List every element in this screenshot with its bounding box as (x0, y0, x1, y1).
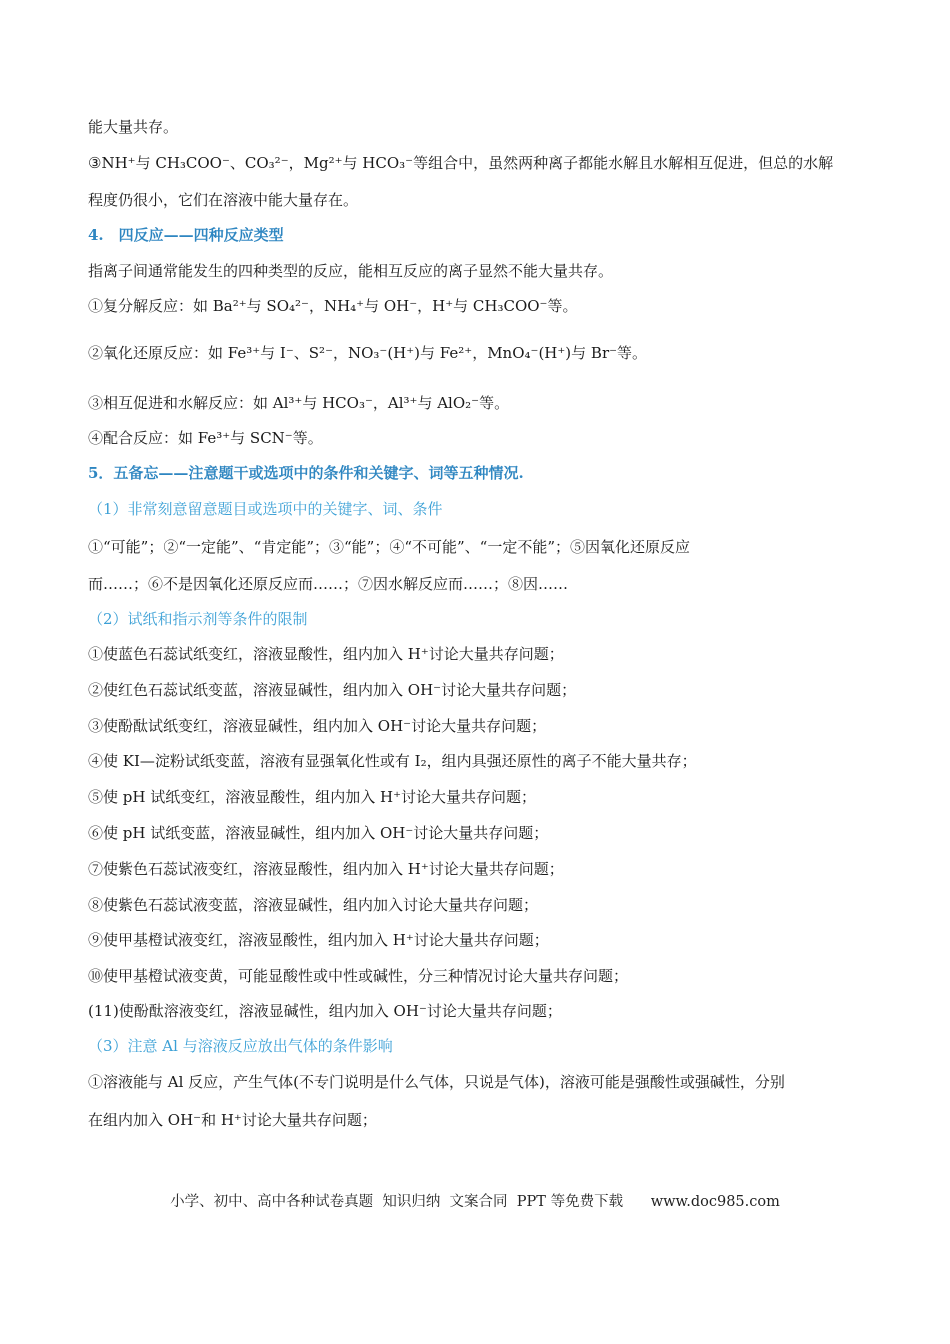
text-line: ①溶液能与 Al 反应，产生气体(不专门说明是什么气体，只说是气体)，溶液可能是强酸性或强碱性，分别 (88, 1073, 785, 1091)
text-line: ④使 KI—淀粉试纸变蓝，溶液有显强氧化性或有 I₂，组内具强还原性的离子不能大量共存； (88, 752, 697, 770)
text-line: ③相互促进和水解反应：如 Al³⁺与 HCO₃⁻，Al³⁺与 AlO₂⁻等。 (88, 394, 510, 412)
text-line: ③使酚酞试纸变红，溶液显碱性，组内加入 OH⁻讨论大量共存问题； (88, 717, 547, 735)
text-line: ②氧化还原反应：如 Fe³⁺与 I⁻、S²⁻，NO₃⁻(H⁺)与 Fe²⁺，MnO₄⁻(H⁺)与 Br⁻等。 (88, 344, 648, 362)
subsection-heading: （1）非常刻意留意题目或选项中的关键字、词、条件 (88, 500, 443, 518)
text-line: ⑦使紫色石蕊试液变红，溶液显酸性，组内加入 H⁺讨论大量共存问题； (88, 860, 564, 878)
text-line: ⑤使 pH 试纸变红，溶液显酸性，组内加入 H⁺讨论大量共存问题； (88, 788, 536, 806)
text-line: 程度仍很小，它们在溶液中能大量存在。 (88, 191, 359, 209)
text-line: ③NH⁺与 CH₃COO⁻、CO₃²⁻，Mg²⁺与 HCO₃⁻等组合中，虽然两种离子都能水解且水解相互促进，但总的水解 (88, 154, 834, 172)
page-footer: 小学、初中、高中各种试卷真题 知识归纳 文案合同 PPT 等免费下载 www.doc985.com (170, 1194, 780, 1210)
text-line: ①复分解反应：如 Ba²⁺与 SO₄²⁻，NH₄⁺与 OH⁻，H⁺与 CH₃COO⁻等。 (88, 297, 578, 315)
section-heading: 5．五备忘——注意题干或选项中的条件和关键字、词等五种情况. (88, 464, 524, 482)
subsection-heading: （3）注意 Al 与溶液反应放出气体的条件影响 (88, 1037, 393, 1055)
text-line: ⑧使紫色石蕊试液变蓝，溶液显碱性，组内加入讨论大量共存问题； (88, 896, 539, 914)
subsection-heading: （2）试纸和指示剂等条件的限制 (88, 610, 308, 628)
text-line: 能大量共存。 (88, 118, 179, 136)
text-line: ①“可能”；②“一定能”、“肯定能”；③“能”；④“不可能”、“一定不能”；⑤因氧化还原反应 (88, 538, 691, 556)
text-line: ⑩使甲基橙试液变黄，可能显酸性或中性或碱性，分三种情况讨论大量共存问题； (88, 967, 629, 985)
text-line: ⑨使甲基橙试液变红，溶液显酸性，组内加入 H⁺讨论大量共存问题； (88, 931, 549, 949)
text-line: ⑥使 pH 试纸变蓝，溶液显碱性，组内加入 OH⁻讨论大量共存问题； (88, 824, 549, 842)
text-line: (11)使酚酞溶液变红，溶液显碱性，组内加入 OH⁻讨论大量共存问题； (88, 1002, 562, 1020)
text-line: ①使蓝色石蕊试纸变红，溶液显酸性，组内加入 H⁺讨论大量共存问题； (88, 645, 564, 663)
text-line: ④配合反应：如 Fe³⁺与 SCN⁻等。 (88, 429, 323, 447)
text-line: 而……；⑥不是因氧化还原反应而……；⑦因水解反应而……；⑧因…… (88, 575, 569, 593)
text-line: 指离子间通常能发生的四种类型的反应，能相互反应的离子显然不能大量共存。 (88, 262, 614, 280)
text-line: ②使红色石蕊试纸变蓝，溶液显碱性，组内加入 OH⁻讨论大量共存问题； (88, 681, 577, 699)
section-heading: 4. 四反应——四种反应类型 (88, 226, 284, 244)
text-line: 在组内加入 OH⁻和 H⁺讨论大量共存问题； (88, 1111, 377, 1129)
